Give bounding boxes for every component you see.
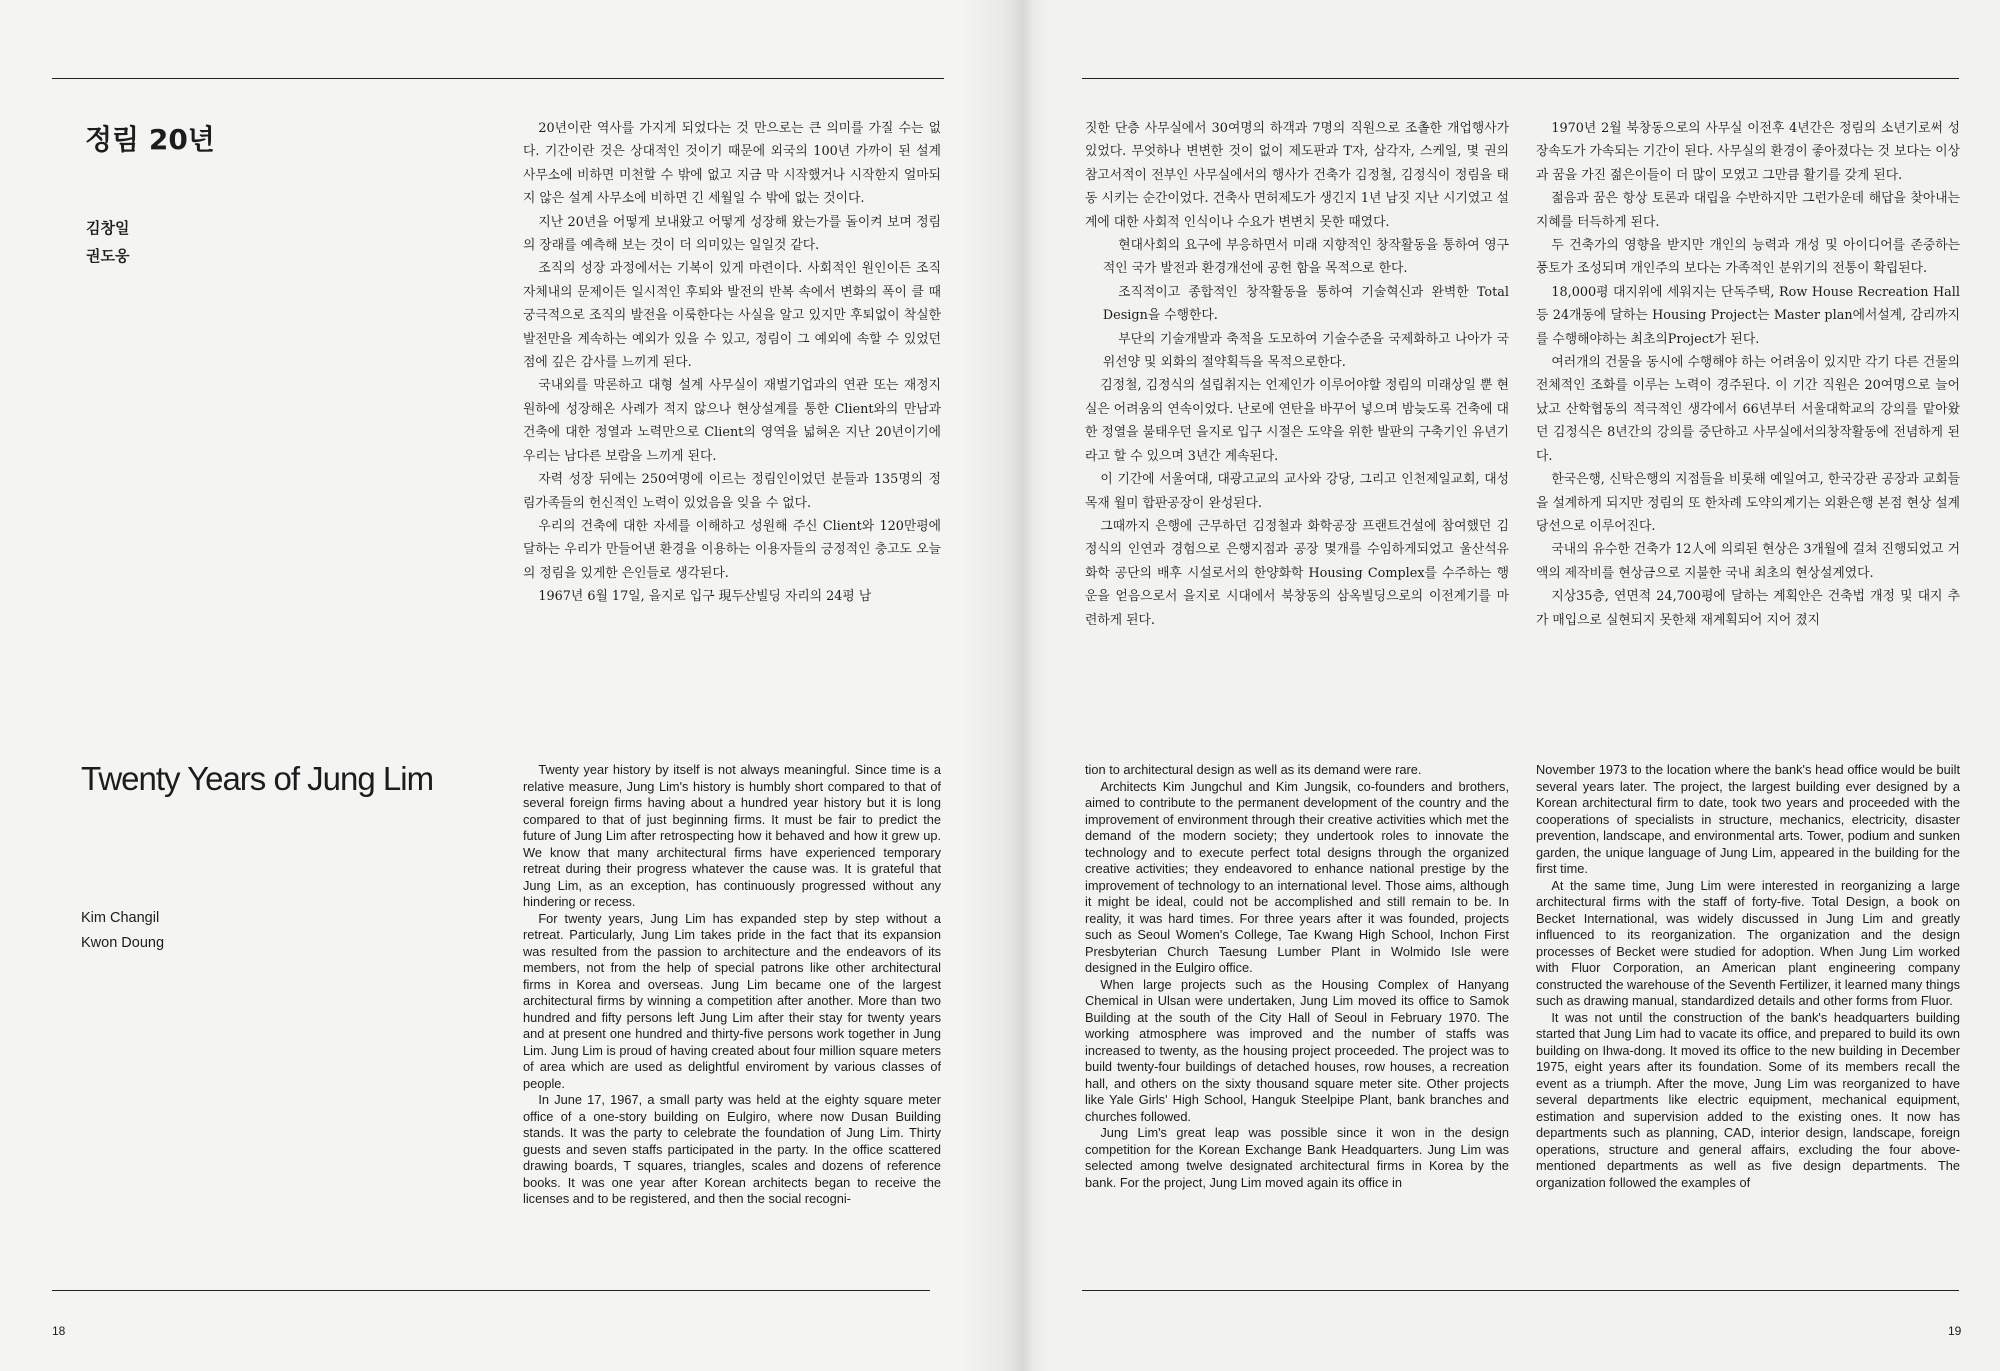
korean-paragraph: 지난 20년을 어떻게 보내왔고 어떻게 성장해 왔는가를 돌이켜 보며 정림의 장래를 예측해 보는 것이 더 의미있는 일일것 같다. [523, 214, 941, 254]
english-paragraph: In June 17, 1967, a small party was held at the eighty square meter office of a one-story building on Eulgiro, where now Dusan Building stands. It was the party to celebrate the foundation of Jung Lim. Thirty guests and seven staffs participated in the party. In the office scattered drawing boards, T squares, triangles, scales and dozens of reference books. It was one year after Korean architects began to receive the licenses and to be registered, and then the social recogni- [523, 1092, 941, 1206]
korean-paragraph: 이 기간에 서울여대, 대광고교의 교사와 강당, 그리고 인천제일교회, 대성목재 월미 합판공장이 완성된다. [1085, 472, 1509, 511]
korean-column-3 [1536, 117, 1960, 697]
korean-paragraph: 국내의 유수한 건축가 12人에 의뢰된 현상은 3개월에 걸쳐 진행되었고 거액의 제작비를 현상금으로 지불한 국내 최초의 현상설계였다. [1536, 542, 1960, 581]
top-rule-left [52, 78, 944, 79]
korean-paragraph: 그때까지 은행에 근무하던 김정철과 화학공장 프랜트건설에 참여했던 김정식의 인연과 경험으로 은행지점과 공장 몇개를 수임하게되었고 울산석유 화학 공단의 배후 시설로서의 한양화학 Housing Complex를 수주하는 행운을 얻음으로서 을지로 시대에서 북창동의 삼옥빌딩으로의 이전계기를 마련하게 된다. [1085, 518, 1509, 628]
korean-paragraph: 여러개의 건물을 동시에 수행해야 하는 어려움이 있지만 각기 다른 건물의 전체적인 조화를 이루는 노력이 경주된다. 이 기간 직원은 20여명으로 늘어났고 산학협동의 적극적인 생각에서 66년부터 서울대학교의 강의를 맡아왔던 김정식은 8년간의 강의를 중단하고 사무실에서의창작활동에 전념하게 된다. [1536, 355, 1960, 464]
english-paragraph: For twenty years, Jung Lim has expanded step by step without a retreat. Particularly, Jung Lim takes pride in the fact that its expansion was resulted from the passion to architecture and the endeavors of its members, not from the help of special patrons like other architectural firms in Korea and overseas. Jung Lim became one of the largest architectural firms by winning a competition after another. More than two hundred and fifty persons left Jung Lim after their stay for twenty years and at present one hundred and thirty-five persons work together in Jung Lim. Jung Lim is proud of having created about four million square meters of area which are used as delightful enviroment by various classes of people. [523, 910, 941, 1091]
bottom-rule-left [52, 1290, 930, 1291]
korean-paragraph: 젊음과 꿈은 항상 토론과 대립을 수반하지만 그런가운데 해답을 찾아내는 지혜를 터득하게 된다. [1536, 191, 1960, 230]
english-paragraph: It was not until the construction of the bank's headquarters building started that Jung Lim had to vacate its office, and prepared to build its own building on Ihwa-dong. It moved its office to the new building in December 1975, eight years after its foundation. Some of its members recall the event as a triumph. After the move, Jung Lim was reorganized to have several departments like electric equipment, mechanical equipment, estimation and supervision added to the existing ones. It now has departments such as planning, CAD, interior design, landscape, foreign operations, structure and general affairs, excluding the four above-mentioned departments as well as five design departments. The organization followed the examples of [1536, 1009, 1960, 1190]
korean-paragraph: 20년이란 역사를 가지게 되었다는 것 만으로는 큰 의미를 가질 수는 없다. 기간이란 것은 상대적인 것이기 때문에 외국의 100년 가까이 된 설계 사무소에 비하면 미천할 수 밖에 없고 지금 막 시작했거나 시작한지 얼마되지 않은 설계 사무소에 비하면 긴 세월일 수 밖에 없는 것이다. [523, 121, 941, 207]
korean-paragraph: 18,000평 대지위에 세워지는 단독주택, Row House Recreation Hall 등 24개동에 달하는 Housing Project는 Master plan에서설계, 감리까지를 수행해야하는 최초의Project가 된다. [1536, 284, 1960, 347]
korean-paragraph: 한국은행, 신탁은행의 지점들을 비롯해 예일여고, 한국강관 공장과 교회들을 설계하게 되지만 정림의 또 한차례 도약의계기는 외환은행 본점 현상 설계 당선으로 이루어진다. [1536, 472, 1960, 534]
english-title [81, 760, 433, 798]
english-author-1: Kim Changil [81, 910, 160, 926]
korean-paragraph: 국내외를 막론하고 대형 설계 사무실이 재벌기업과의 연관 또는 재정지원하에 성장해온 사례가 적지 않으나 현상설계를 통한 Client와의 만남과 건축에 대한 정열과 노력만으로 Client의 영역을 넓혀온 지난 20년이기에 우리는 남다른 보람을 느끼게 된다. [523, 378, 941, 464]
korean-paragraph: 조직의 성장 과정에서는 기복이 있게 마련이다. 사회적인 원인이든 조직 자체내의 문제이든 일시적인 후퇴와 발전의 반복 속에서 변화의 폭이 클 때 궁극적으로 조직의 발전을 이룩한다는 사실을 알고 있지만 후퇴없이 착실한 발전만을 계속하는 예외가 있을 수 있고, 정림이 그 예외에 속할 수 있었던 점에 깊은 감사를 느끼게 된다. [523, 261, 941, 371]
english-column-2 [1085, 762, 1509, 1278]
korean-paragraph: 두 건축가의 영향을 받지만 개인의 능력과 개성 및 아이디어를 존중하는 풍토가 조성되며 개인주의 보다는 가족적인 분위기의 전통이 확립된다. [1536, 238, 1960, 277]
korean-aim-paragraph: 조직적이고 종합적인 창작활동을 통하여 기술혁신과 완벽한 Total Design을 수행한다. [1102, 284, 1509, 324]
english-paragraph: Architects Kim Jungchul and Kim Jungsik, co-founders and brothers, aimed to contribute to the permanent development of the country and the improvement of environment through their creative activities which met the demand of the modern society; they undertook roles to innovate the technology and to execute perfect total designs through the organized creative activities; they endeavored to enhance national prestige by the improvement of technology to an international level. Those aims, although it might be ideal, could not be accomplished and still remain to be. In reality, it was hard times. For three years after it was founded, projects such as Seoul Women's College, Tae Kwang High School, Inchon First Presbyterian Church Taesung Lumber Plant in Wolmido Isle were designed in the Eulgiro office. [1085, 778, 1509, 975]
english-paragraph: November 1973 to the location where the bank's head office would be built several years later. The project, the largest building ever designed by a Korean architectural firm to date, took two years and proceeded with the cooperations of specialists in structure, mechanics, electricity, disaster prevention, landscape, and environmental arts. Tower, podium and sunken garden, the unique language of Jung Lim, appeared in the building for the first time. [1536, 762, 1960, 876]
korean-author-2: 권도웅 [86, 247, 130, 265]
english-paragraph: At the same time, Jung Lim were interested in reorganizing a large architectural firms with the staff of forty-five. Total Design, a book on Becket International, was widely discussed in Jung Lim and greatly influenced to its reorganization. The organization and the design processes of Becket were studied for adoption. When Jung Lim worked with Fluor Corporation, an American plant engineering company constructed the warehouse of the Seventh Fertilizer, it learned many things such as drawing manual, standardized details and other forms from Fluor. [1536, 877, 1960, 1008]
korean-paragraph: 짓한 단층 사무실에서 30여명의 하객과 7명의 직원으로 조촐한 개업행사가 있었다. 무엇하나 변변한 것이 없이 제도판과 T자, 삼각자, 스케일, 몇 권의 참고서적이 전부인 사무실에서의 행사가 건축가 김정철, 김정식이 정림을 태동 시키는 순간이었다. 건축사 면허제도가 생긴지 1년 남짓 지난 시기였고 설계에 대한 사회적 인식이나 수요가 변변치 못한 때였다. [1085, 121, 1509, 230]
english-title-text: Twenty Years of Jung Lim [81, 760, 434, 797]
page-number-right: 19 [1948, 1324, 1962, 1338]
english-column-1 [523, 762, 941, 1278]
bottom-rule-right [1082, 1290, 1959, 1291]
page-number-left: 18 [52, 1324, 66, 1338]
top-rule-right [1082, 78, 1959, 79]
english-column-3 [1536, 762, 1960, 1278]
korean-paragraph: 1970년 2월 북창동으로의 사무실 이전후 4년간은 정림의 소년기로써 성장속도가 가속되는 기간이 된다. 사무실의 환경이 좋아졌다는 것 보다는 이상과 꿈을 가진 젊은이들이 더 많이 모였고 그만큼 활기를 갖게 된다. [1536, 121, 1960, 183]
korean-paragraph: 지상35층, 연면적 24,700평에 달하는 계획안은 건축법 개정 및 대지 추가 매입으로 실현되지 못한채 재계획되어 지어 졌지 [1536, 589, 1960, 628]
korean-title: 정림 20년 [85, 123, 215, 156]
english-paragraph: Jung Lim's great leap was possible since it won in the design competition for the Korean Exchange Bank Headquarters. Jung Lim was selected among twelve designated architectural firms in Korea by the bank. For the project, Jung Lim moved again its office in [1085, 1125, 1509, 1190]
english-paragraph: When large projects such as the Housing Complex of Hanyang Chemical in Ulsan were undertaken, Jung Lim moved its office to Samok Building at the south of the City Hall of Seoul in February 1970. The working atmosphere was improved and the number of staffs was increased to twenty, as the housing project proceeded. The project was to build twenty-four buildings of detached houses, row houses, a recreation hall, and others on the sixty thousand square meter site. Other projects like Yale Girls' High School, Hanguk Steelpipe Plant, bank branches and churches followed. [1085, 976, 1509, 1124]
korean-column-1 [523, 117, 941, 697]
english-author-2: Kwon Doung [81, 935, 165, 951]
korean-paragraph: 김정철, 김정식의 설립취지는 언제인가 이루어야할 정림의 미래상일 뿐 현실은 어려움의 연속이었다. 난로에 연탄을 바꾸어 넣으며 밤늦도록 건축에 대한 정열을 불태우던 을지로 입구 시절은 도약을 위한 발판의 구축기인 유년기라고 할 수 있으며 3년간 계속된다. [1085, 378, 1509, 464]
korean-paragraph: 1967년 6월 17일, 을지로 입구 現두산빌딩 자리의 24평 남 [538, 589, 872, 605]
english-authors [81, 906, 164, 956]
korean-column-2 [1085, 117, 1509, 697]
korean-paragraph: 우리의 건축에 대한 자세를 이해하고 성원해 주신 Client와 120만평에 달하는 우리가 만들어낸 환경을 이용하는 이용자들의 긍정적인 충고도 오늘의 정림을 있게한 은인들로 생각된다. [523, 518, 941, 581]
korean-author-1: 김창일 [86, 219, 130, 237]
korean-aim-paragraph: 현대사회의 요구에 부응하면서 미래 지향적인 창작활동을 통하여 영구적인 국가 발전과 환경개선에 공헌 함을 목적으로 한다. [1102, 238, 1509, 277]
english-paragraph: Twenty year history by itself is not always meaningful. Since time is a relative measure, Jung Lim's history is humbly short compared to that of several foreign firms having about a hundred year history but it is long compared to that of just beginning firms. It must be fair to predict the future of Jung Lim after retrospecting how it behaved and how it grew up. We know that many architectural firms have experienced temporary retreat during their progress whatever the cause was. It is grateful that Jung Lim, as an exception, has continuously progressed without any hindering or recess. [523, 762, 941, 909]
english-paragraph: tion to architectural design as well as its demand were rare. [1085, 762, 1422, 777]
korean-authors [86, 214, 129, 270]
korean-paragraph: 자력 성장 뒤에는 250여명에 이르는 정림인이었던 분들과 135명의 정림가족들의 헌신적인 노력이 있었음을 잊을 수 없다. [523, 472, 941, 511]
korean-aim-paragraph: 부단의 기술개발과 축적을 도모하여 기술수준을 국제화하고 나아가 국위선양 및 외화의 절약획득을 목적으로한다. [1102, 331, 1509, 371]
